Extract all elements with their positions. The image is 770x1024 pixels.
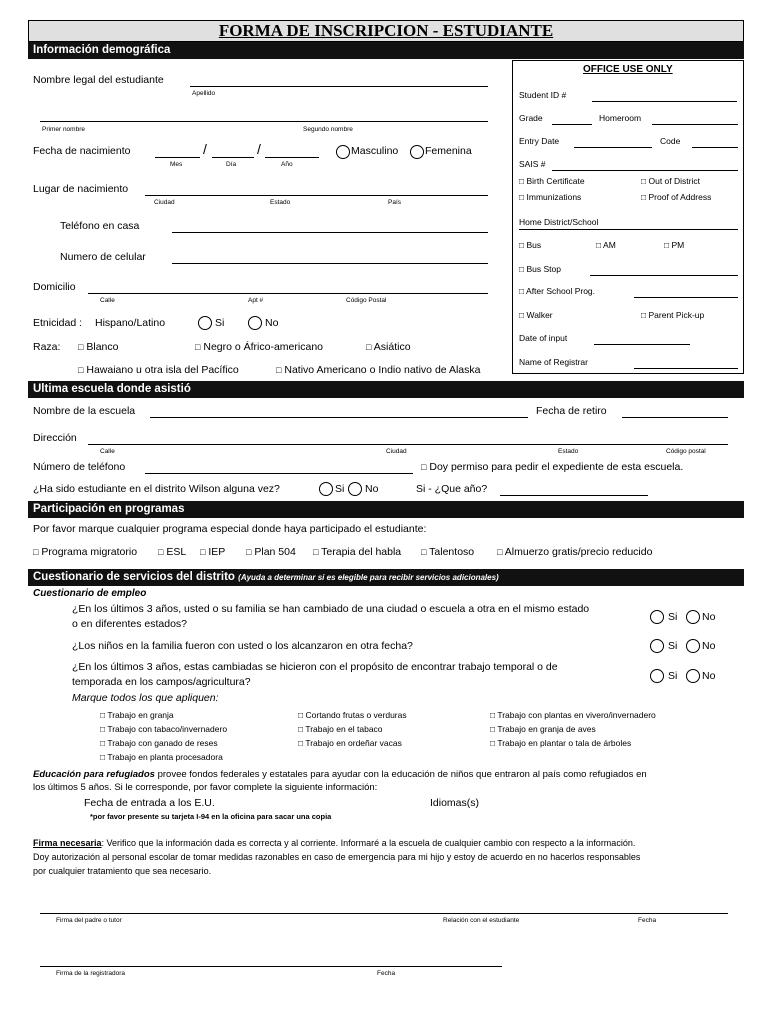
homeroom-field[interactable] (652, 124, 738, 125)
sais-label: SAIS # (519, 159, 546, 169)
parent-pickup-label: Parent Pick-up (648, 310, 705, 320)
no-label: No (265, 317, 279, 329)
q3-si-radio[interactable] (650, 669, 664, 683)
primer-nombre-caption: Primer nombre (42, 126, 85, 133)
program-label: Programa migratorio (41, 546, 138, 558)
q1-line1: ¿En los últimos 3 años, usted o su familia se han cambiado de una ciudad o escuela a otra en el mismo estado (72, 603, 590, 615)
checkbox-blanco[interactable]: □ Blanco (78, 341, 119, 353)
signature-line3: por cualquier tratamiento que sea necesario. (33, 866, 212, 876)
q1-no-label: No (702, 611, 716, 623)
q2-no-label: No (702, 640, 716, 652)
checkbox-program-esl[interactable]: □ ESL (158, 546, 187, 558)
bus-stop-label: Bus Stop (526, 264, 561, 274)
negro-label: Negro o Áfrico-americano (203, 341, 323, 353)
wilson-no-radio[interactable] (348, 482, 362, 496)
sais-field[interactable] (552, 170, 738, 171)
job-label: Trabajo en planta procesadora (107, 752, 223, 762)
birth-day-field[interactable] (212, 157, 254, 158)
section-header-demographic: Información demográfica (28, 42, 744, 59)
job-label: Trabajo en granja (107, 710, 174, 720)
ethnicity-label: Etnicidad : (33, 317, 83, 329)
checkbox-immunizations[interactable]: □ Immunizations (519, 192, 582, 202)
hispano-label: Hispano/Latino (95, 317, 166, 329)
home-phone-label: Teléfono en casa (60, 220, 140, 232)
program-label: Plan 504 (254, 546, 296, 558)
checkbox-permission[interactable]: □ Doy permiso para pedir el expediente de esta escuela. (421, 461, 684, 473)
office-title: OFFICE USE ONLY (583, 64, 673, 75)
checkbox-job[interactable]: □ Trabajo con ganado de reses (100, 738, 218, 748)
job-label: Trabajo con plantas en vivero/invernadero (497, 710, 656, 720)
checkbox-job[interactable]: □ Cortando frutas o verduras (298, 710, 407, 720)
checkbox-job[interactable]: □ Trabajo en el tabaco (298, 724, 383, 734)
refugee-title: Educación para refugiados (33, 769, 155, 780)
job-label: Cortando frutas o verduras (305, 710, 407, 720)
cell-phone-field[interactable] (172, 263, 488, 264)
home-district-field[interactable] (519, 229, 738, 230)
fecha-caption-2: Fecha (377, 970, 396, 977)
parent-signature-caption: Firma del padre o tutor (56, 917, 122, 924)
code-field[interactable] (692, 147, 738, 148)
registrar-signature-line[interactable] (40, 966, 502, 967)
hawaiano-label: Hawaiano u otra isla del Pacífico (86, 364, 239, 376)
pais-caption: País (388, 199, 402, 206)
mark-all-label: Marque todos los que apliquen: (72, 692, 219, 704)
i94-note: *por favor presente su tarjeta I-94 en la oficina para sacar una copia (90, 812, 332, 821)
wilson-no-label: No (365, 483, 379, 495)
checkbox-job[interactable]: □ Trabajo en plantar o tala de árboles (490, 738, 632, 748)
dia-caption: Día (226, 161, 237, 168)
address-label: Domicilio (33, 281, 76, 293)
q3-si-label: Si (668, 670, 678, 682)
immunizations-label: Immunizations (526, 192, 582, 202)
ciudad-caption: Ciudad (386, 448, 407, 455)
masculino-label: Masculino (351, 145, 399, 157)
checkbox-job[interactable]: □ Trabajo con tabaco/invernadero (100, 724, 228, 734)
permission-label: Doy permiso para pedir el expediente de esta escuela. (429, 461, 684, 473)
program-label: ESL (166, 546, 187, 558)
registrar-label: Name of Registrar (519, 357, 588, 367)
segundo-nombre-caption: Segundo nombre (303, 126, 353, 133)
q1-line2: o en diferentes estados? (72, 618, 187, 630)
signature-required: Firma necesaria (33, 838, 102, 848)
walker-label: Walker (526, 310, 553, 320)
date-input-field[interactable] (594, 344, 690, 345)
q2-si-label: Si (668, 640, 678, 652)
registrar-signature-caption: Firma de la registradora (56, 970, 125, 977)
checkbox-job[interactable]: □ Trabajo en planta procesadora (100, 752, 223, 762)
checkbox-job[interactable]: □ Trabajo en ordeñar vacas (298, 738, 402, 748)
si-label: Si (215, 317, 225, 329)
withdraw-date-field[interactable] (622, 417, 728, 418)
nativo-label: Nativo Americano o Indio nativo de Alaska (284, 364, 481, 376)
registrar-field[interactable] (634, 368, 738, 369)
home-district-label: Home District/School (519, 217, 599, 227)
grade-label: Grade (519, 113, 543, 123)
femenina-label: Femenina (425, 145, 472, 157)
checkbox-parent-pickup[interactable]: □ Parent Pick-up (641, 310, 705, 320)
fecha-caption: Fecha (638, 917, 657, 924)
bus-stop-field[interactable] (590, 275, 738, 276)
mes-caption: Mes (170, 161, 183, 168)
homeroom-label: Homeroom (599, 113, 642, 123)
q3-line1: ¿En los últimos 3 años, estas cambiadas se hicieron con el propósito de encontrar trabajo temporal o de (72, 661, 558, 673)
checkbox-after-school[interactable]: □ After School Prog. (519, 286, 596, 296)
program-label: IEP (208, 546, 226, 558)
legal-name-label: Nombre legal del estudiante (33, 74, 164, 86)
after-school-field[interactable] (634, 297, 738, 298)
job-label: Trabajo en plantar o tala de árboles (497, 738, 632, 748)
calle-caption: Calle (100, 297, 115, 304)
checkbox-program-talentoso[interactable]: □ Talentoso (421, 546, 475, 558)
checkbox-walker[interactable]: □ Walker (519, 310, 553, 320)
section-header-services (28, 569, 744, 586)
withdraw-date-label: Fecha de retiro (536, 405, 607, 417)
blanco-label: Blanco (86, 341, 119, 353)
birthplace-label: Lugar de nacimiento (33, 183, 129, 195)
us-entry-date-label: Fecha de entrada a los E.U. (84, 797, 215, 809)
q2-text: ¿Los niños en la familia fueron con usted o los alcanzaron en otra fecha? (72, 640, 413, 652)
first-middle-name-field[interactable] (40, 121, 488, 122)
birthplace-field[interactable] (145, 195, 488, 196)
entry-date-label: Entry Date (519, 136, 560, 146)
services-header-note: (Ayuda a determinar si es elegible para recibir servicios adicionales) (238, 573, 499, 582)
refugee-text: provee fondos federales y estatales para ayudar con la educación de niños que entraron al país como refugiados en (154, 769, 647, 780)
job-label: Trabajo con tabaco/invernadero (107, 724, 228, 734)
q1-no-radio[interactable] (686, 610, 700, 624)
birth-cert-label: Birth Certificate (526, 176, 585, 186)
program-label: Talentoso (429, 546, 475, 558)
school-address-field[interactable] (88, 444, 728, 445)
q1-si-radio[interactable] (650, 610, 664, 624)
checkbox-program-almuerzo[interactable]: □ Almuerzo gratis/precio reducido (497, 546, 653, 558)
masculino-radio[interactable] (336, 145, 350, 159)
apellido-caption: Apellido (192, 90, 216, 97)
entry-date-field[interactable] (574, 147, 652, 148)
checkbox-bus[interactable]: □ Bus (519, 240, 542, 250)
checkbox-program-iep[interactable]: □ IEP (200, 546, 226, 558)
ciudad-caption: Ciudad (154, 199, 175, 206)
checkbox-program-habla[interactable]: □ Terapia del habla (313, 546, 402, 558)
languages-label: Idiomas(s) (430, 797, 480, 809)
am-label: AM (603, 240, 616, 250)
signature-line2: Doy autorización al personal escolar de tomar medidas razonables en caso de emergencia para mi hijo y estoy de acuerdo en no hacerlos responsables (33, 852, 641, 862)
pm-label: PM (671, 240, 685, 250)
checkbox-job[interactable]: □ Trabajo en granja (100, 710, 174, 720)
q2-si-radio[interactable] (650, 639, 664, 653)
birth-year-field[interactable] (265, 157, 319, 158)
form-title-box (28, 20, 744, 42)
date-slash: / (203, 141, 207, 157)
estado-caption: Estado (558, 448, 579, 455)
checkbox-proof-address[interactable]: □ Proof of Address (641, 192, 712, 202)
checkbox-job[interactable]: □ Trabajo en granja de aves (490, 724, 596, 734)
job-label: Trabajo en el tabaco (305, 724, 383, 734)
relation-caption: Relación con el estudiante (443, 917, 520, 924)
program-label: Terapia del habla (321, 546, 402, 558)
school-name-label: Nombre de la escuela (33, 405, 136, 417)
date-slash: / (257, 141, 261, 157)
when-label: Si - ¿Que año? (416, 483, 488, 495)
address-field[interactable] (88, 293, 488, 294)
checkbox-pm[interactable]: □ PM (664, 240, 685, 250)
checkbox-bus-stop[interactable]: □ Bus Stop (519, 264, 561, 274)
proof-address-label: Proof of Address (648, 192, 712, 202)
q3-no-label: No (702, 670, 716, 682)
codigo-postal-caption: Código Postal (346, 297, 387, 304)
school-phone-field[interactable] (145, 473, 413, 474)
job-label: Trabajo en ordeñar vacas (305, 738, 402, 748)
job-label: Trabajo en granja de aves (497, 724, 596, 734)
apt-caption: Apt # (248, 297, 264, 304)
school-address-label: Dirección (33, 432, 77, 444)
parent-signature-line[interactable] (40, 913, 728, 914)
checkbox-birth-certificate[interactable]: □ Birth Certificate (519, 176, 585, 186)
q3-no-radio[interactable] (686, 669, 700, 683)
after-school-label: After School Prog. (526, 286, 596, 296)
ano-caption: Año (281, 161, 293, 168)
form-title: FORMA DE INSCRIPCION - ESTUDIANTE (218, 21, 554, 40)
cell-phone-label: Numero de celular (60, 251, 146, 263)
programs-intro: Por favor marque cualquier programa especial donde haya participado el estudiante: (33, 523, 427, 535)
birthdate-label: Fecha de nacimiento (33, 145, 131, 157)
q3-line2: temporada en los campos/agricultura? (72, 676, 251, 688)
hispano-no-radio[interactable] (248, 316, 262, 330)
bus-label: Bus (526, 240, 542, 250)
when-field[interactable] (500, 495, 648, 496)
femenina-radio[interactable] (410, 145, 424, 159)
code-label: Code (660, 136, 681, 146)
job-label: Trabajo con ganado de reses (107, 738, 218, 748)
checkbox-asiatico[interactable]: □ Asiático (366, 341, 411, 353)
refugee-line2: los últimos 5 años. Si le corresponde, por favor complete la siguiente información: (33, 782, 378, 793)
estado-caption: Estado (270, 199, 291, 206)
wilson-question-label: ¿Ha sido estudiante en el distrito Wilson alguna vez? (33, 483, 280, 495)
signature-line1 (33, 837, 635, 849)
date-input-label: Date of input (519, 333, 568, 343)
school-phone-label: Número de teléfono (33, 461, 126, 473)
refugee-line1 (33, 768, 647, 781)
calle-caption: Calle (100, 448, 115, 455)
out-of-district-label: Out of District (648, 176, 700, 186)
wilson-si-label: Si (335, 483, 345, 495)
race-label: Raza: (33, 341, 61, 353)
signature-text: : Verifico que la información dada es correcta y al corriente. Informaré a la escuela de cualquier cambio con respecto a la información. (101, 838, 636, 848)
checkbox-program-504[interactable]: □ Plan 504 (246, 546, 296, 558)
employment-title: Cuestionario de empleo (33, 588, 147, 599)
codigo-postal-caption: Código postal (666, 448, 706, 455)
asiatico-label: Asiático (373, 341, 411, 353)
wilson-si-radio[interactable] (319, 482, 333, 496)
student-id-label: Student ID # (519, 90, 567, 100)
hispano-si-radio[interactable] (198, 316, 212, 330)
school-name-field[interactable] (150, 417, 528, 418)
checkbox-job[interactable]: □ Trabajo con plantas en vivero/invernadero (490, 710, 656, 720)
birth-month-field[interactable] (155, 157, 200, 158)
grade-field[interactable] (552, 124, 592, 125)
section-header-last-school: Ultima escuela donde asistió (28, 381, 744, 398)
last-name-field[interactable] (190, 86, 488, 87)
checkbox-program-migratorio[interactable]: □ Programa migratorio (33, 546, 138, 558)
checkbox-am[interactable]: □ AM (596, 240, 616, 250)
student-id-field[interactable] (592, 101, 737, 102)
services-header-title: Cuestionario de servicios del distrito (33, 571, 235, 583)
program-label: Almuerzo gratis/precio reducido (504, 546, 653, 558)
q2-no-radio[interactable] (686, 639, 700, 653)
home-phone-field[interactable] (172, 232, 488, 233)
checkbox-negro[interactable]: □ Negro o Áfrico-americano (195, 341, 323, 353)
checkbox-nativo[interactable]: □ Nativo Americano o Indio nativo de Alaska (276, 364, 481, 376)
q1-si-label: Si (668, 611, 678, 623)
checkbox-out-of-district[interactable]: □ Out of District (641, 176, 700, 186)
checkbox-hawaiano[interactable]: □ Hawaiano u otra isla del Pacífico (78, 364, 239, 376)
section-header-programs: Participación en programas (28, 501, 744, 518)
